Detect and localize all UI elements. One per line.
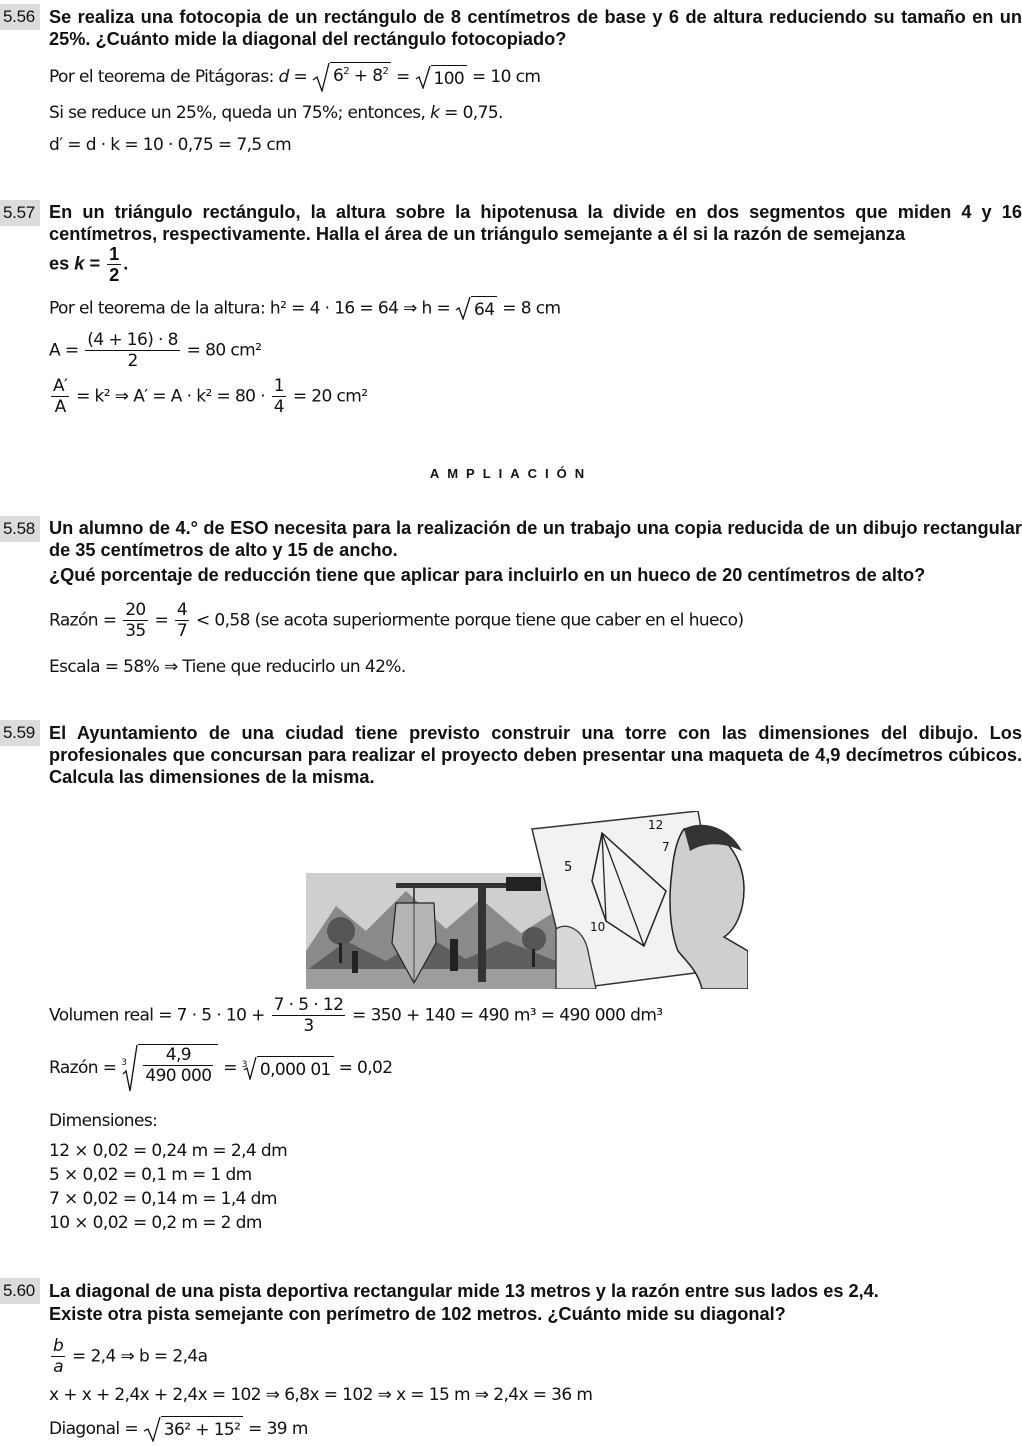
solution-line: d′ = d · k = 10 · 0,75 = 7,5 cm (49, 135, 292, 155)
problem-number: 5.58 (0, 516, 40, 542)
figure-label: 10 (590, 920, 606, 934)
fraction: $\frac{1}{4}$ (273, 376, 285, 417)
solution-line: $\frac{b}{a}$ = 2,4 ⇒ b = 2,4a (53, 1336, 208, 1377)
solution-line: Diagonal = 36² + 15² = 39 m (49, 1416, 308, 1442)
sqrt: 100 (415, 65, 468, 90)
problem-number: 5.57 (0, 200, 40, 226)
dimension-line: 12 × 0,02 = 0,24 m = 2,4 dm (49, 1141, 288, 1161)
fraction: $\frac{1}{2}$ (109, 244, 120, 285)
problem-statement-2: Existe otra pista semejante con perímetro de 102 metros. ¿Cuánto mide su diagonal? (49, 1304, 786, 1324)
solution-line: Por el teorema de Pitágoras: d = $6^2 + 8^2$ = 100 = 10 cm (49, 62, 540, 92)
figure-label: 12 (648, 818, 664, 832)
solution-line: Razón = 3 $\frac{4,9}{490 000}$ = 3 0,000 01 = 0,02 (49, 1044, 393, 1092)
fraction: $\frac{b}{a}$ (53, 1336, 64, 1377)
fraction: $\frac{A'}{A}$ (53, 376, 68, 417)
problem-statement-end: es k = $\frac{1}{2}$ . (49, 244, 129, 285)
solution-line: x + x + 2,4x + 2,4x = 102 ⇒ 6,8x = 102 ⇒ x = 15 m ⇒ 2,4x = 36 m (49, 1385, 593, 1405)
solution-line: Volumen real = 7 · 5 · 10 + $\frac{7 \cdot 5 \cdot 12}{3}$ = 350 + 140 = 490 m³ = 490 000 dm³ (49, 995, 663, 1036)
figure-label: 5 (564, 860, 573, 875)
fraction: $\frac{(4 + 16) \cdot 8}{2}$ (87, 330, 178, 371)
fraction: $\frac{4,9}{490 000}$ (145, 1045, 212, 1086)
dimension-line: 7 × 0,02 = 0,14 m = 1,4 dm (49, 1189, 277, 1209)
dimension-line: 10 × 0,02 = 0,2 m = 2 dm (49, 1213, 262, 1233)
cube-root: 3 0,000 01 (242, 1056, 334, 1081)
sqrt: $6^2 + 8^2$ (312, 62, 391, 92)
solution-line: Por el teorema de la altura: h² = 4 · 16 = 64 ⇒ h = 64 = 8 cm (49, 296, 560, 321)
problem-statement: Un alumno de 4.° de ESO necesita para la realización de un trabajo una copia reducida de un dibujo rectangular de 35 centímetros de alto y 15 de ancho. (49, 518, 1022, 560)
tower-illustration (306, 811, 748, 989)
problem-statement: El Ayuntamiento de una ciudad tiene previsto construir una torre con las dimensiones del dibujo. Los profesionales que concursan para realizar el proyecto deben presentar una maqueta de 4,9 decímetros cúbicos. Calcula las dimensiones de la misma. (49, 723, 1022, 787)
solution-line: Escala = 58% ⇒ Tiene que reducirlo un 42%. (49, 657, 406, 677)
problem-statement-2: ¿Qué porcentaje de reducción tiene que aplicar para incluirlo en un hueco de 20 centímetros de alto? (49, 565, 926, 585)
solution-line: Si se reduce un 25%, queda un 75%; entonces, k = 0,75. (49, 103, 503, 123)
figure-label: 7 (662, 840, 670, 854)
problem-statement: La diagonal de una pista deportiva rectangular mide 13 metros y la razón entre sus lados es 2,4. (49, 1281, 879, 1301)
problem-number: 5.60 (0, 1278, 40, 1304)
section-heading: AMPLIACIÓN (429, 466, 593, 481)
fraction: $\frac{20}{35}$ (125, 600, 146, 641)
problem-statement: Se realiza una fotocopia de un rectángulo de 8 centímetros de base y 6 de altura reduciendo su tamaño en un 25%. ¿Cuánto mide la diagonal del rectángulo fotocopiado? (49, 7, 1022, 49)
sqrt: 36² + 15² (143, 1416, 244, 1442)
problem-statement: En un triángulo rectángulo, la altura sobre la hipotenusa la divide en dos segmentos que miden 4 y 16 centímetros, respectivamente. Halla el área de un triángulo semejante a él si la razón de semejanza (49, 202, 1022, 244)
fraction: $\frac{7 \cdot 5 \cdot 12}{3}$ (273, 995, 344, 1036)
cube-root: 3 $\frac{4,9}{490 000}$ (121, 1044, 218, 1092)
problem-number: 5.56 (0, 4, 40, 30)
sqrt: 64 (455, 296, 497, 321)
dimensions-title: Dimensiones: (49, 1111, 158, 1131)
solution-line: Razón = $\frac{20}{35}$ = $\frac{4}{7}$ < 0,58 (se acota superiormente porque tiene que caber en el hueco) (49, 600, 744, 641)
fraction: $\frac{4}{7}$ (176, 600, 188, 641)
solution-line: $\frac{A'}{A}$ = k² ⇒ A′ = A · k² = 80 · $\frac{1}{4}$ = 20 cm² (53, 376, 368, 417)
solution-line: A = $\frac{(4 + 16) \cdot 8}{2}$ = 80 cm² (49, 330, 262, 371)
problem-number: 5.59 (0, 720, 40, 746)
dimension-line: 5 × 0,02 = 0,1 m = 1 dm (49, 1165, 252, 1185)
